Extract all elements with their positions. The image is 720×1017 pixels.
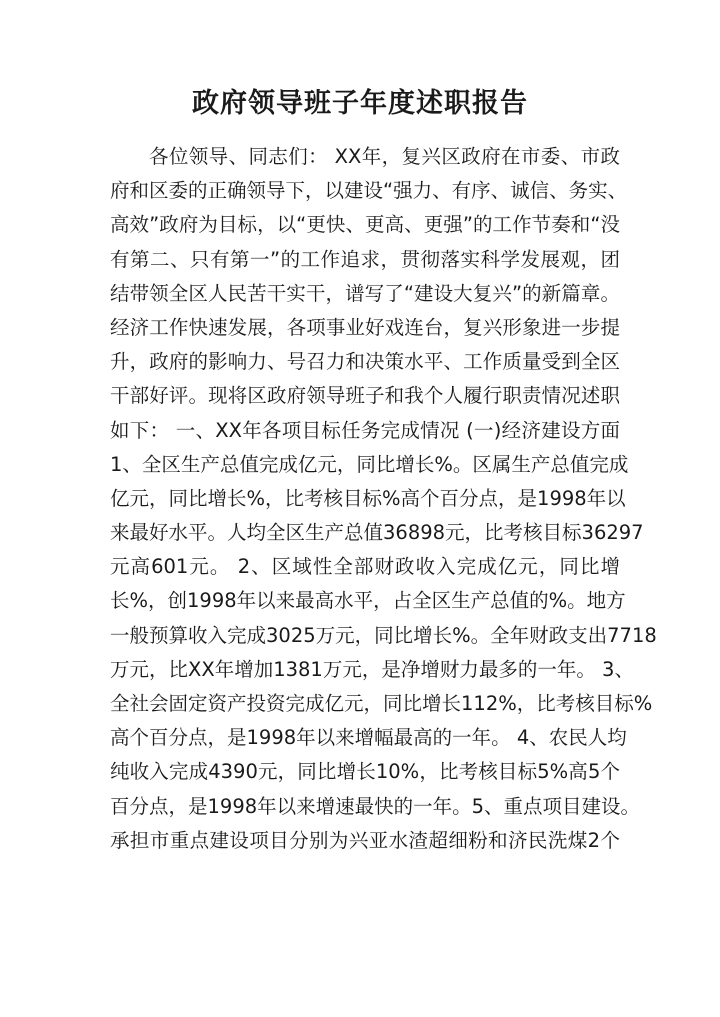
body-line: 高效”政府为目标，以“更快、更高、更强”的工作节奏和“没 bbox=[110, 213, 620, 237]
document-title: 政府领导班子年度述职报告 bbox=[192, 88, 528, 119]
body-line: 亿元，同比增长%，比考核目标%高个百分点，是1998年以 bbox=[110, 486, 626, 510]
body-line: 各位领导、同志们： XX年，复兴区政府在市委、市政 bbox=[149, 145, 620, 168]
body-line: 干部好评。现将区政府领导班子和我个人履行职责情况述职 bbox=[110, 384, 620, 408]
body-line: 全社会固定资产投资完成亿元，同比增长112%，比考核目标% bbox=[110, 692, 653, 715]
body-line: 元高601元。 2、区域性全部财政收入完成亿元，同比增 bbox=[110, 555, 620, 579]
document-body bbox=[110, 140, 657, 858]
body-line: 万元，比XX年增加1381万元，是净增财力最多的一年。 3、 bbox=[110, 657, 634, 681]
body-line: 结带领全区人民苦干实干，谱写了“建设大复兴”的新篇章。 bbox=[110, 281, 620, 305]
body-line: 一般预算收入完成3025万元，同比增长%。全年财政支出7718 bbox=[110, 623, 657, 647]
body-line: 升，政府的影响力、号召力和决策水平、工作质量受到全区 bbox=[110, 350, 620, 374]
body-line: 百分点，是1998年以来增速最快的一年。5、重点项目建设。 bbox=[110, 794, 641, 818]
body-line: 来最好水平。人均全区生产总值36898元，比考核目标36297 bbox=[110, 521, 644, 545]
body-line: 长%，创1998年以来最高水平，占全区生产总值的%。地方 bbox=[110, 589, 626, 613]
body-line: 纯收入完成4390元，同比增长10%，比考核目标5%高5个 bbox=[110, 760, 620, 784]
body-line: 1、全区生产总值完成亿元，同比增长%。区属生产总值完成 bbox=[110, 452, 629, 476]
body-line: 经济工作快速发展，各项事业好戏连台，复兴形象进一步提 bbox=[110, 315, 620, 339]
body-line: 如下： 一、XX年各项目标任务完成情况 (一)经济建设方面 bbox=[110, 418, 620, 442]
body-line: 承担市重点建设项目分别为兴亚水渣超细粉和济民洗煤2个 bbox=[110, 828, 620, 852]
body-line: 高个百分点，是1998年以来增幅最高的一年。 4、农民人均 bbox=[110, 726, 627, 750]
body-line: 府和区委的正确领导下，以建设“强力、有序、诚信、务实、 bbox=[110, 179, 628, 203]
body-line: 有第二、只有第一”的工作追求，贯彻落实科学发展观，团 bbox=[110, 247, 620, 271]
